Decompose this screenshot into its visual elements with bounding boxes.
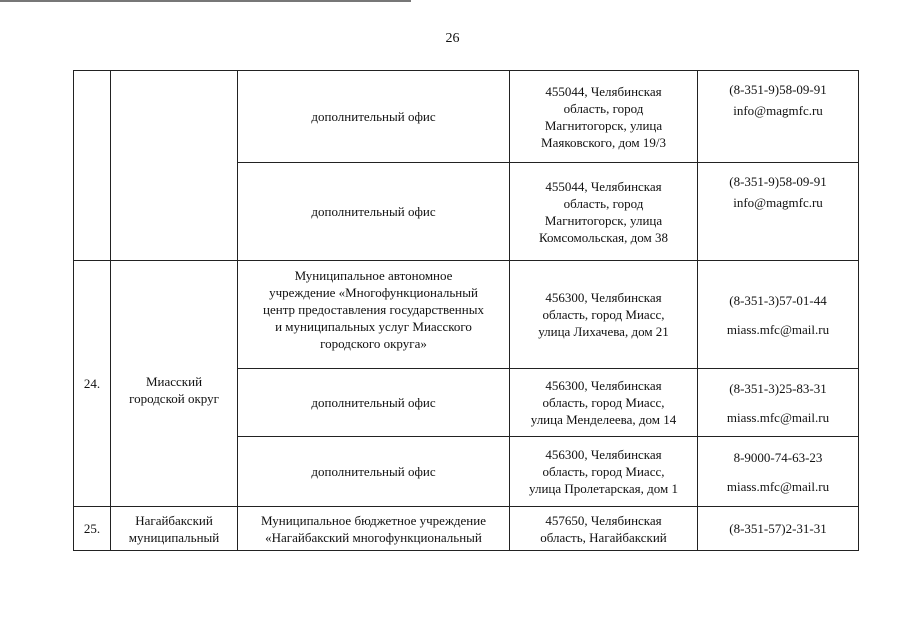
email: info@magmfc.ru [733, 103, 823, 118]
contacts-cell [698, 71, 859, 163]
address-line: улица Пролетарская, дом 1 [529, 481, 678, 496]
address-cell [510, 163, 698, 261]
row-number-cell [74, 71, 111, 261]
mfc-offices-table [73, 70, 859, 551]
address-line: область, город Миасс, [542, 395, 665, 410]
office-type: дополнительный офис [311, 109, 436, 124]
municipality-cell [111, 507, 238, 551]
municipality-name: Нагайбакский [135, 512, 213, 528]
office-type-cell [238, 71, 510, 163]
office-type-cell [238, 369, 510, 437]
contacts-cell [698, 261, 859, 369]
address-line: Маяковского, дом 19/3 [541, 134, 666, 150]
phone: (8-351-57)2-31-31 [729, 521, 827, 536]
institution-line: учреждение «Многофункциональный [269, 285, 478, 300]
row-number: 24. [83, 376, 101, 391]
contacts-cell [698, 507, 859, 551]
email: miass.mfc@mail.ru [726, 478, 830, 494]
table-row [74, 507, 859, 551]
institution-line: и муниципальных услуг Миасского [275, 319, 472, 334]
table-row [74, 71, 859, 163]
phone: 8-9000-74-63-23 [733, 449, 823, 465]
address-line: область, город Миасс, [542, 307, 665, 322]
row-number: 25. [83, 521, 101, 536]
contacts-cell [698, 437, 859, 507]
phone: (8-351-9)58-09-91 [729, 82, 827, 97]
address-line: область, город [563, 100, 644, 116]
address-line: Магнитогорск, улица [544, 212, 663, 228]
municipality-cell [111, 261, 238, 507]
address-line: Магнитогорск, улица [544, 117, 663, 133]
institution-line: городского округа» [320, 336, 427, 351]
institution-cell [238, 507, 510, 551]
address-line: 457650, Челябинская [545, 512, 662, 528]
address-line: 456300, Челябинская [545, 290, 662, 305]
row-number-cell [74, 261, 111, 507]
office-type: дополнительный офис [311, 464, 436, 479]
institution-line: «Нагайбакский многофункциональный [265, 529, 482, 545]
address-cell [510, 437, 698, 507]
address-cell [510, 369, 698, 437]
contacts-cell [698, 163, 859, 261]
institution-cell [238, 261, 510, 369]
institution-line: Муниципальное автономное [294, 268, 453, 283]
office-type: дополнительный офис [311, 395, 436, 410]
address-line: Комсомольская, дом 38 [539, 229, 668, 245]
address-line: улица Менделеева, дом 14 [530, 412, 677, 427]
row-number-cell [74, 507, 111, 551]
address-line: улица Лихачева, дом 21 [538, 324, 669, 339]
municipality-cell [111, 71, 238, 261]
address-line: 456300, Челябинская [545, 447, 662, 462]
address-line: область, город Миасс, [542, 464, 665, 479]
office-type-cell [238, 437, 510, 507]
address-cell [510, 71, 698, 163]
address-line: 456300, Челябинская [545, 378, 662, 393]
top-rule [0, 0, 411, 2]
email: miass.mfc@mail.ru [726, 409, 830, 425]
email: miass.mfc@mail.ru [726, 321, 830, 337]
municipality-name: муниципальный [128, 529, 220, 545]
address-cell [510, 261, 698, 369]
office-type: дополнительный офис [311, 204, 436, 219]
phone: (8-351-9)58-09-91 [729, 174, 827, 189]
table-row [74, 261, 859, 369]
contacts-cell [698, 369, 859, 437]
address-cell [510, 507, 698, 551]
institution-line: центр предоставления государственных [263, 302, 484, 317]
phone: (8-351-3)25-83-31 [729, 380, 827, 396]
institution-line: Муниципальное бюджетное учреждение [261, 512, 486, 528]
address-line: область, Нагайбакский [540, 529, 667, 545]
address-line: область, город [563, 195, 644, 211]
page-number: 26 [445, 31, 460, 46]
address-line: 455044, Челябинская [545, 178, 662, 194]
municipality-name: Миасский [145, 373, 203, 389]
email: info@magmfc.ru [733, 195, 823, 210]
municipality-name: городской округ [129, 390, 219, 406]
office-type-cell [238, 163, 510, 261]
phone: (8-351-3)57-01-44 [729, 292, 827, 308]
address-line: 455044, Челябинская [545, 83, 662, 99]
